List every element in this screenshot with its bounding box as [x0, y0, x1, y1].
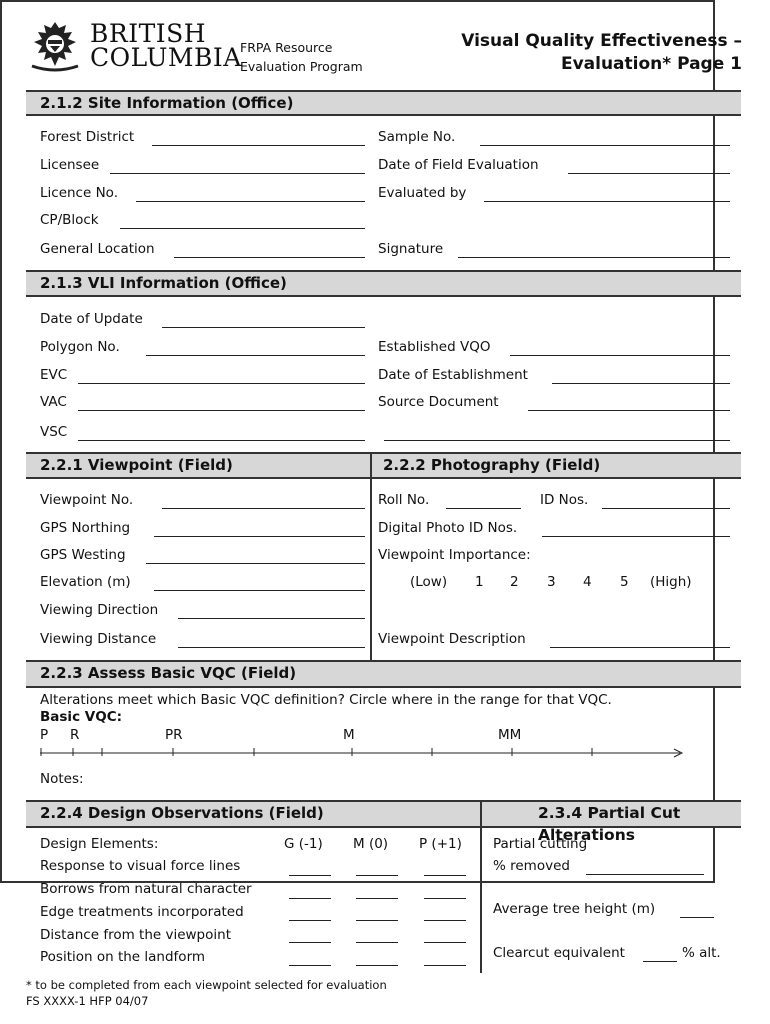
design-row-label: Response to visual force lines [40, 858, 241, 874]
importance-5[interactable]: 5 [620, 574, 629, 590]
general-location-field[interactable] [174, 257, 365, 258]
evaluated-by-label: Evaluated by [378, 185, 467, 201]
vac-label: VAC [40, 394, 67, 410]
removed-field[interactable] [586, 874, 704, 875]
row2-m-field[interactable] [356, 898, 398, 899]
viewing-distance-field[interactable] [178, 647, 365, 648]
form-code: FS XXXX-1 HFP 04/07 [26, 994, 149, 1008]
row1-g-field[interactable] [289, 875, 331, 876]
established-vqo-field[interactable] [510, 355, 730, 356]
importance-1[interactable]: 1 [475, 574, 484, 590]
vqc-m[interactable]: M [343, 727, 355, 743]
vp-description-label: Viewpoint Description [378, 631, 526, 647]
gps-northing-field[interactable] [154, 536, 365, 537]
viewing-distance-label: Viewing Distance [40, 631, 157, 647]
date-establishment-label: Date of Establishment [378, 367, 528, 383]
photography-heading: 2.2.2 Photography (Field) [383, 456, 601, 474]
partial-cutting-label: Partial cutting [493, 836, 588, 852]
date-establishment-field[interactable] [552, 383, 730, 384]
signature-label: Signature [378, 241, 444, 257]
vqc-mm[interactable]: MM [498, 727, 522, 743]
licensee-field[interactable] [110, 173, 365, 174]
viewpoint-heading: 2.2.1 Viewpoint (Field) [40, 456, 233, 474]
id-nos-field[interactable] [602, 508, 730, 509]
row5-m-field[interactable] [356, 965, 398, 966]
design-row-label: Distance from the viewpoint [40, 927, 231, 943]
viewpoint-photography-heading [26, 452, 741, 479]
licensee-label: Licensee [40, 157, 100, 173]
date-update-label: Date of Update [40, 311, 143, 327]
importance-2[interactable]: 2 [510, 574, 519, 590]
vsc-label: VSC [40, 424, 68, 440]
alt-label: % alt. [682, 945, 721, 961]
avg-height-label: Average tree height (m) [493, 901, 656, 917]
importance-high-label: (High) [650, 574, 692, 590]
source-document-field-2[interactable] [384, 440, 730, 441]
vqc-range-scale[interactable] [40, 744, 690, 758]
sample-no-field[interactable] [480, 145, 730, 146]
established-vqo-label: Established VQO [378, 339, 491, 355]
roll-no-field[interactable] [446, 508, 521, 509]
date-field-eval-label: Date of Field Evaluation [378, 157, 539, 173]
source-document-label: Source Document [378, 394, 499, 410]
removed-label: % removed [493, 858, 570, 874]
evaluated-by-field[interactable] [484, 201, 730, 202]
gps-westing-field[interactable] [146, 563, 365, 564]
date-field-eval-field[interactable] [568, 173, 730, 174]
grade-g-header: G (-1) [284, 836, 323, 852]
general-location-label: General Location [40, 241, 155, 257]
row3-p-field[interactable] [424, 920, 466, 921]
row4-g-field[interactable] [289, 942, 331, 943]
vqc-pr[interactable]: PR [165, 727, 183, 743]
avg-height-field[interactable] [680, 917, 714, 918]
design-row-label: Edge treatments incorporated [40, 904, 244, 920]
elevation-label: Elevation (m) [40, 574, 131, 590]
id-nos-label: ID Nos. [540, 492, 589, 508]
source-document-field[interactable] [528, 410, 730, 411]
column-divider-2 [480, 800, 482, 973]
vac-field[interactable] [78, 410, 365, 411]
sample-no-label: Sample No. [378, 129, 456, 145]
gps-northing-label: GPS Northing [40, 520, 131, 536]
row4-p-field[interactable] [424, 942, 466, 943]
row1-m-field[interactable] [356, 875, 398, 876]
grade-p-header: P (+1) [419, 836, 462, 852]
row2-p-field[interactable] [424, 898, 466, 899]
bc-crest-icon [26, 20, 84, 72]
signature-field[interactable] [458, 257, 730, 258]
viewpoint-no-label: Viewpoint No. [40, 492, 134, 508]
date-update-field[interactable] [162, 327, 365, 328]
design-row-label: Position on the landform [40, 949, 206, 965]
vqc-label: Basic VQC: [40, 709, 122, 725]
vqc-p[interactable]: P [40, 727, 49, 743]
viewing-direction-field[interactable] [178, 618, 365, 619]
evc-field[interactable] [78, 383, 365, 384]
basic-vqc-heading: 2.2.3 Assess Basic VQC (Field) [26, 660, 741, 688]
clearcut-field[interactable] [643, 961, 677, 962]
row4-m-field[interactable] [356, 942, 398, 943]
design-elements-label: Design Elements: [40, 836, 159, 852]
vqc-r[interactable]: R [70, 727, 80, 743]
evc-label: EVC [40, 367, 68, 383]
digital-photo-field[interactable] [542, 536, 730, 537]
importance-3[interactable]: 3 [547, 574, 556, 590]
row3-m-field[interactable] [356, 920, 398, 921]
importance-4[interactable]: 4 [583, 574, 592, 590]
licence-no-label: Licence No. [40, 185, 118, 201]
importance-low-label: (Low) [410, 574, 448, 590]
digital-photo-label: Digital Photo ID Nos. [378, 520, 518, 536]
forest-district-field[interactable] [152, 145, 365, 146]
viewing-direction-label: Viewing Direction [40, 602, 159, 618]
row1-p-field[interactable] [424, 875, 466, 876]
site-info-heading: 2.1.2 Site Information (Office) [26, 90, 741, 116]
vsc-field[interactable] [78, 440, 365, 441]
vp-importance-label: Viewpoint Importance: [378, 547, 531, 563]
page-title: Visual Quality Effectiveness – Evaluation* Page 1 [461, 31, 742, 74]
org-name: BRITISH COLUMBIA [90, 19, 242, 72]
partial-cut-heading: 2.3.4 Partial Cut Alterations [538, 804, 681, 844]
footnote: * to be completed from each viewpoint selected for evaluation [26, 978, 387, 992]
row2-g-field[interactable] [289, 898, 331, 899]
row5-p-field[interactable] [424, 965, 466, 966]
cp-block-label: CP/Block [40, 212, 99, 228]
cp-block-field[interactable] [120, 228, 365, 229]
clearcut-label: Clearcut equivalent [493, 945, 625, 961]
elevation-field[interactable] [154, 590, 365, 591]
design-heading: 2.2.4 Design Observations (Field) [40, 804, 324, 822]
roll-no-label: Roll No. [378, 492, 430, 508]
polygon-no-field[interactable] [146, 355, 365, 356]
polygon-no-label: Polygon No. [40, 339, 120, 355]
grade-m-header: M (0) [353, 836, 389, 852]
column-divider [370, 452, 372, 660]
vp-description-field[interactable] [550, 647, 730, 648]
program-name: FRPA Resource Evaluation Program [240, 40, 363, 74]
design-row-label: Borrows from natural character [40, 881, 252, 897]
row5-g-field[interactable] [289, 965, 331, 966]
licence-no-field[interactable] [136, 201, 365, 202]
notes-label: Notes: [40, 771, 84, 787]
vqc-question: Alterations meet which Basic VQC definition? Circle where in the range for that VQC. [40, 692, 612, 708]
gps-westing-label: GPS Westing [40, 547, 126, 563]
row3-g-field[interactable] [289, 920, 331, 921]
vli-info-heading: 2.1.3 VLI Information (Office) [26, 270, 741, 297]
viewpoint-no-field[interactable] [162, 508, 365, 509]
forest-district-label: Forest District [40, 129, 135, 145]
